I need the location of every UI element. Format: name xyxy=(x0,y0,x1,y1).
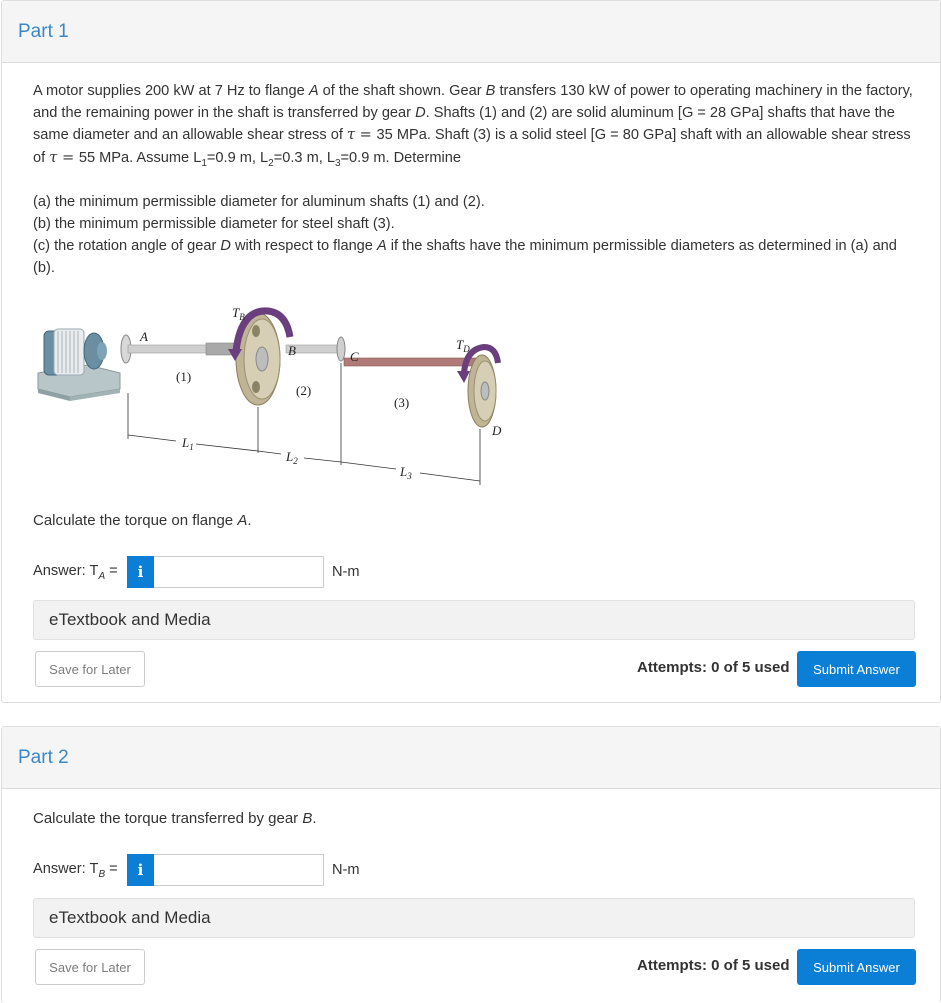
answer-label-ta: Answer: $T_A$ = xyxy=(33,562,118,582)
label-td: $T_D$ xyxy=(456,337,470,354)
part-1-answer-row xyxy=(33,556,360,588)
label-tb: $T_B$ xyxy=(232,305,245,322)
etextbook-media-panel[interactable] xyxy=(33,600,915,640)
info-icon[interactable]: i xyxy=(127,854,154,886)
answer-label-tb: Answer: $T_B$ = xyxy=(33,860,118,880)
shaft-diagram xyxy=(36,301,516,496)
etextbook-media-panel[interactable] xyxy=(33,898,915,938)
answer-input-tb[interactable] xyxy=(154,854,324,886)
info-icon[interactable]: i xyxy=(127,556,154,588)
problem-statement: A motor supplies 200 kW at 7 Hz to flange A of the shaft shown. Gear B transfers 130 kW of power to operating machinery in the factory, and the remaining power in the shaft is transferred by gear D. Shafts (1) and (2) are solid aluminum [G = 28 GPa] shafts that have the same diameter and an allowable shear stress of τ = 35 MPa. Shaft (3) is a solid steel [G = 80 GPa] shaft with an allowable shear stress of τ = 55 MPa. Assume $L_1=0.9$ m, $L_2=0.3$ m, $L_3=0.9$ m. Determine xyxy=(33,83,913,169)
label-l1: $L_1$ xyxy=(182,435,194,452)
etextbook-label: eTextbook and Media xyxy=(49,908,211,927)
question-list xyxy=(33,191,913,279)
submit-answer-button[interactable]: Submit Answer xyxy=(797,949,916,985)
label-shaft-1: (1) xyxy=(176,369,192,384)
part-2-header xyxy=(2,727,940,789)
shaft-3 xyxy=(344,358,478,366)
save-for-later-button[interactable]: Save for Later xyxy=(35,949,145,985)
unit-label: N-m xyxy=(332,564,360,580)
label-shaft-2: (2) xyxy=(296,383,312,398)
save-for-later-button[interactable]: Save for Later xyxy=(35,651,145,687)
answer-input-ta[interactable] xyxy=(154,556,324,588)
question-item-c: (c) the rotation angle of gear D with respect to flange A if the shafts have the minimum permissible diameters as determined in (a) and (b). xyxy=(33,238,897,276)
question-item-b: (b) the minimum permissible diameter for steel shaft (3). xyxy=(33,216,395,232)
question-item-a: (a) the minimum permissible diameter for aluminum shafts (1) and (2). xyxy=(33,194,485,210)
part-2-card xyxy=(1,726,941,1003)
label-d: D xyxy=(492,423,502,438)
unit-label: N-m xyxy=(332,862,360,878)
label-b: B xyxy=(288,343,296,358)
part-1-card xyxy=(1,0,941,703)
part-1-question: Calculate the torque on flange A. xyxy=(33,512,252,529)
submit-answer-button[interactable]: Submit Answer xyxy=(797,651,916,687)
label-l3: $L_3$ xyxy=(400,464,412,481)
gear-d-icon xyxy=(468,355,496,427)
motor-icon xyxy=(38,329,120,401)
part-2-question: Calculate the torque transferred by gear B. xyxy=(33,810,317,827)
part-1-title: Part 1 xyxy=(18,20,69,42)
attempts-counter: Attempts: 0 of 5 used xyxy=(637,659,790,676)
attempts-counter: Attempts: 0 of 5 used xyxy=(637,957,790,974)
flange-c-icon xyxy=(337,337,345,361)
etextbook-label: eTextbook and Media xyxy=(49,610,211,629)
part-2-answer-row xyxy=(33,854,360,886)
part-2-title: Part 2 xyxy=(18,746,69,768)
label-a: A xyxy=(140,329,148,344)
label-shaft-3: (3) xyxy=(394,395,410,410)
label-l2: $L_2$ xyxy=(286,449,298,466)
part-1-header xyxy=(2,1,940,63)
label-c: C xyxy=(350,349,359,364)
